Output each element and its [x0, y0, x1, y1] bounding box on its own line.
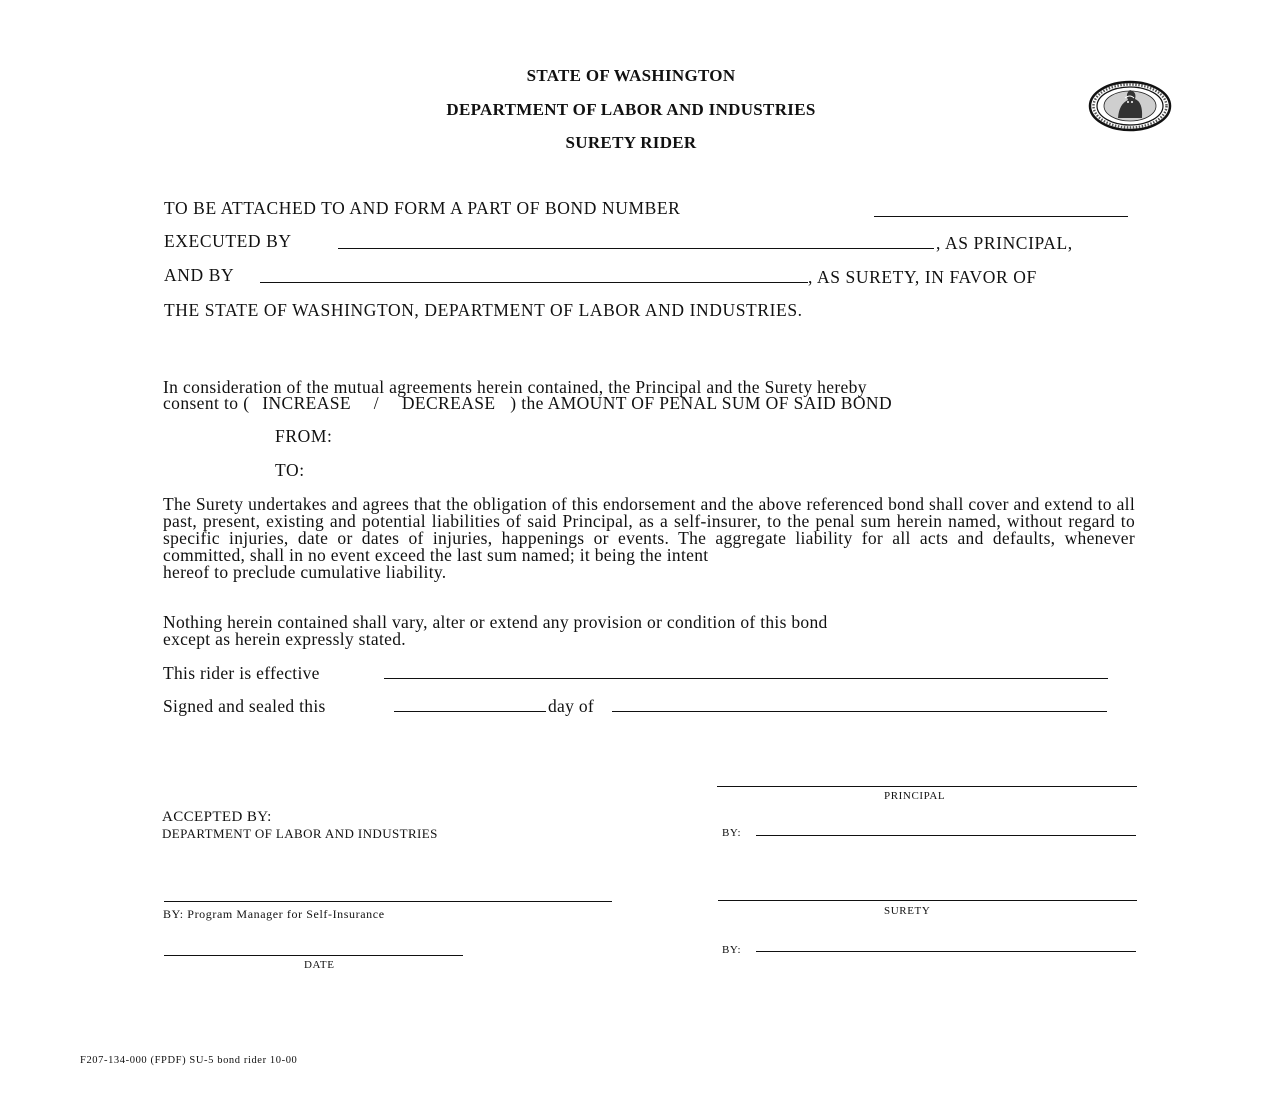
undertakes-body: The Surety undertakes and agrees that the obligation of this endorsement and the above referenced bond shall cover and extend to all past, present, existing and potential liabilities of said Principal, as a self-insurer, to the penal sum herein named, without regard to specific injuries, date or dates of injuries, happenings or events. The aggregate liability for all acts and defaults, whenever committed, shall in no event exceed the last sum named; it being the intent — [163, 494, 1135, 565]
surety-by-field[interactable] — [756, 951, 1136, 952]
surety-name-field[interactable] — [260, 282, 808, 283]
form-number: F207-134-000 (FPDF) SU-5 bond rider 10-00 — [80, 1055, 298, 1066]
accepted-by-label: ACCEPTED BY: — [162, 809, 272, 825]
department-heading: DEPARTMENT OF LABOR AND INDUSTRIES — [446, 100, 816, 119]
program-manager-signature-line[interactable] — [164, 901, 612, 902]
bond-number-field[interactable] — [874, 216, 1128, 217]
undertakes-last-line: hereof to preclude cumulative liability. — [163, 562, 447, 582]
accepted-department-label: DEPARTMENT OF LABOR AND INDUSTRIES — [162, 826, 438, 841]
principal-label: PRINCIPAL — [884, 790, 946, 802]
to-label: TO: — [275, 460, 305, 480]
state-heading: STATE OF WASHINGTON — [526, 66, 736, 85]
nothing-last-line: except as herein expressly stated. — [163, 629, 406, 649]
executed-by-label: EXECUTED BY — [164, 231, 292, 251]
nothing-herein-paragraph — [163, 614, 1135, 648]
consideration-line-2 — [163, 393, 892, 414]
program-manager-label: BY: Program Manager for Self-Insurance — [163, 907, 385, 921]
as-surety-label: , AS SURETY, IN FAVOR OF — [808, 267, 1037, 287]
surety-label: SURETY — [884, 905, 931, 917]
in-favor-of-line: THE STATE OF WASHINGTON, DEPARTMENT OF LABOR AND INDUSTRIES. — [164, 300, 803, 320]
from-label: FROM: — [275, 426, 333, 446]
state-seal-icon — [1088, 80, 1172, 132]
effective-date-field[interactable] — [384, 678, 1108, 679]
nothing-body: Nothing herein contained shall vary, alter or extend any provision or condition of this bond — [163, 612, 828, 632]
decrease-option[interactable]: DECREASE — [401, 393, 496, 413]
principal-name-field[interactable] — [338, 248, 934, 249]
as-principal-label: , AS PRINCIPAL, — [936, 233, 1073, 253]
consideration-line-1: In consideration of the mutual agreements herein contained, the Principal and the Surety hereby — [163, 377, 867, 397]
principal-signature-line[interactable] — [717, 786, 1137, 787]
day-of-label: day of — [548, 696, 595, 716]
option-slash: / — [373, 393, 380, 413]
increase-option[interactable]: INCREASE — [262, 393, 351, 413]
principal-by-label: BY: — [722, 827, 742, 839]
form-title: SURETY RIDER — [565, 133, 697, 152]
date-label: DATE — [304, 959, 335, 971]
signed-sealed-label: Signed and sealed this — [163, 696, 326, 716]
consent-prefix: consent to ( — [163, 393, 250, 413]
signed-month-field[interactable] — [612, 711, 1107, 712]
surety-signature-line[interactable] — [718, 900, 1137, 901]
and-by-label: AND BY — [164, 265, 235, 285]
surety-by-label: BY: — [722, 944, 742, 956]
principal-by-field[interactable] — [756, 835, 1136, 836]
surety-undertakes-paragraph — [163, 496, 1135, 581]
effective-label: This rider is effective — [163, 663, 320, 683]
bond-number-label: TO BE ATTACHED TO AND FORM A PART OF BOND NUMBER — [164, 198, 681, 218]
consent-suffix: ) the AMOUNT OF PENAL SUM OF SAID BOND — [510, 393, 892, 413]
acceptance-date-line[interactable] — [164, 955, 463, 956]
signed-day-field[interactable] — [394, 711, 546, 712]
